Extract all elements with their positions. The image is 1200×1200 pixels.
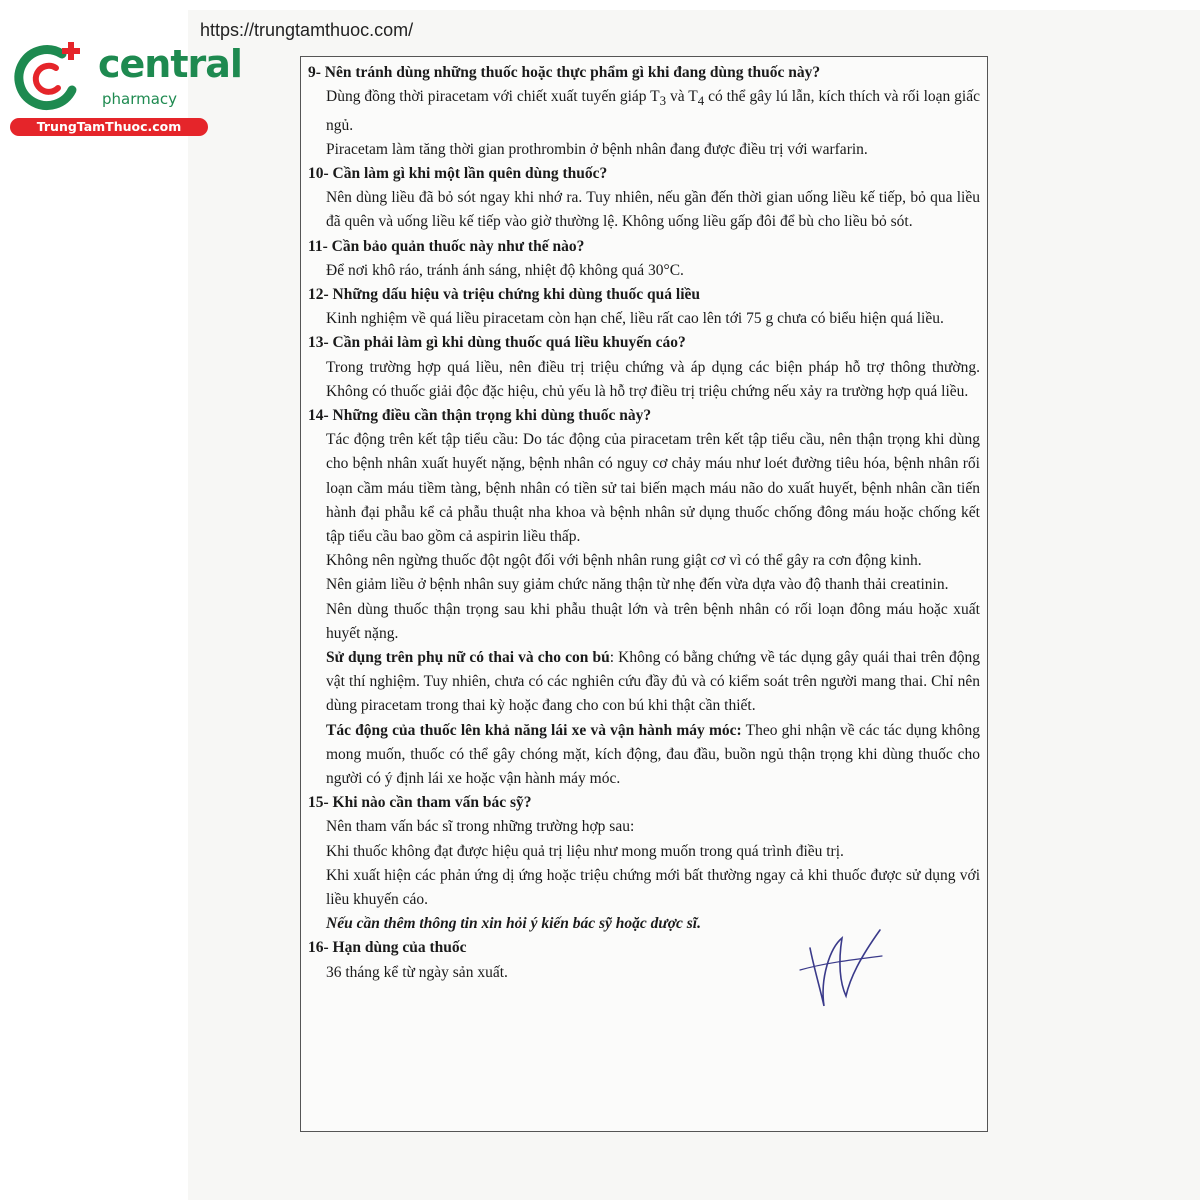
section-14-text-1: Tác động trên kết tập tiểu cầu: Do tác động của piracetam trên kết tập tiểu cầu, nên thận trọng khi dùng cho bệnh nhân xuất huyết nặng, bệnh nhân có nguy cơ chảy máu như loét đường tiêu hóa, bệnh nhân rối loạn cầm máu tiềm tàng, bệnh nhân có tiền sử tai biến mạch máu não do xuất huyết, bệnh nhân cần tiến hành đại phẫu kể cả phẫu thuật nha khoa và bệnh nhân sử dụng thuốc chống đông máu hoặc chống kết tập tiểu cầu bao gồm cả aspirin liều thấp. xyxy=(326,431,980,545)
section-15-text-1: Nên tham vấn bác sĩ trong những trường hợp sau: xyxy=(326,818,635,836)
section-14-heading: 14- Những điều cần thận trọng khi dùng thuốc này? xyxy=(308,406,652,424)
section-13-text: Trong trường hợp quá liều, nên điều trị triệu chứng và áp dụng các biện pháp hỗ trợ thông thường. Không có thuốc giải độc đặc hiệu, chủ yếu là hỗ trợ điều trị triệu chứng nếu xảy ra trường hợp quá liều. xyxy=(326,358,980,400)
pregnancy-label: Sử dụng trên phụ nữ có thai và cho con bú xyxy=(326,648,610,666)
central-pharmacy-logo xyxy=(10,38,242,138)
section-14-text-2: Không nên ngừng thuốc đột ngột đối với bệnh nhân rung giật cơ vì có thể gây ra cơn động kinh. xyxy=(326,552,922,570)
driving-label: Tác động của thuốc lên khả năng lái xe và vận hành máy móc: xyxy=(326,721,742,739)
pregnancy-text: : Không có bằng chứng về tác dụng gây quái thai trên động vật thí nghiệm. Tuy nhiên, chưa có các nghiên cứu đầy đủ và có kiểm soát trên người mang thai. Chỉ nên dùng piracetam trong thai kỳ hoặc đang cho con bú khi thật cần thiết. xyxy=(326,648,980,715)
section-9-text-2: Piracetam làm tăng thời gian prothrombin ở bệnh nhân đang được điều trị với warfarin. xyxy=(326,140,868,158)
section-13-heading: 13- Cần phải làm gì khi dùng thuốc quá liều khuyến cáo? xyxy=(308,334,686,352)
section-9-text-1: Dùng đồng thời piracetam với chiết xuất tuyến giáp $T_3$ và $T_4$ có thể gây lú lẫn, kích thích và rối loạn giấc ngủ. xyxy=(326,88,980,134)
section-11-heading: 11- Cần bảo quản thuốc này như thế nào? xyxy=(308,237,585,255)
section-11-text: Để nơi khô ráo, tránh ánh sáng, nhiệt độ không quá 30°C. xyxy=(326,261,684,279)
section-14-text-4: Nên dùng thuốc thận trọng sau khi phẫu thuật lớn và trên bệnh nhân có rối loạn đông máu hoặc xuất huyết nặng. xyxy=(326,600,980,642)
section-10-heading: 10- Cần làm gì khi một lần quên dùng thuốc? xyxy=(308,164,608,182)
logo-banner: TrungTamThuoc.com xyxy=(10,118,208,136)
section-10-text: Nên dùng liều đã bỏ sót ngay khi nhớ ra. Tuy nhiên, nếu gần đến thời gian uống liều kế tiếp, bỏ qua liều đã quên và uống liều kế tiếp vào giờ thường lệ. Không uống liều gấp đôi để bù cho liều bỏ sót. xyxy=(326,189,980,231)
leaflet-content xyxy=(308,61,980,985)
pharmacy-logo-icon xyxy=(10,38,90,118)
section-16-text: 36 tháng kể từ ngày sản xuất. xyxy=(326,963,508,981)
section-15-text-2: Khi thuốc không đạt được hiệu quả trị liệu như mong muốn trong quá trình điều trị. xyxy=(326,842,844,860)
section-12-heading: 12- Những dấu hiệu và triệu chứng khi dùng thuốc quá liều xyxy=(308,285,701,303)
section-14-text-3: Nên giảm liều ở bệnh nhân suy giảm chức năng thận từ nhẹ đến vừa dựa vào độ thanh thải creatinin. xyxy=(326,576,949,594)
section-15-heading: 15- Khi nào cần tham vấn bác sỹ? xyxy=(308,794,532,812)
section-12-text: Kinh nghiệm về quá liều piracetam còn hạn chế, liều rất cao lên tới 75 g chưa có biểu hiện quá liều. xyxy=(326,310,944,328)
section-15-text-3: Khi xuất hiện các phản ứng dị ứng hoặc triệu chứng mới bất thường ngay cả khi thuốc được sử dụng với liều khuyến cáo. xyxy=(326,866,980,908)
source-url: https://trungtamthuoc.com/ xyxy=(200,20,414,40)
logo-subtitle: pharmacy xyxy=(102,90,178,108)
section-15-note: Nếu cần thêm thông tin xin hỏi ý kiến bác sỹ hoặc dược sĩ. xyxy=(326,915,701,933)
handwritten-signature xyxy=(790,908,890,1018)
section-9-heading: 9- Nên tránh dùng những thuốc hoặc thực phẩm gì khi đang dùng thuốc này? xyxy=(308,64,821,81)
section-16-heading: 16- Hạn dùng của thuốc xyxy=(308,939,467,957)
driving-text: Theo ghi nhận về các tác dụng không mong muốn, thuốc có thể gây chóng mặt, kích động, đau đầu, buồn ngủ thận trọng khi dùng thuốc cho người có ý định lái xe hoặc vận hành máy móc. xyxy=(326,721,980,787)
section-14-text-5 xyxy=(326,646,980,719)
section-14-text-6 xyxy=(326,719,980,792)
logo-wordmark: central xyxy=(98,42,242,86)
